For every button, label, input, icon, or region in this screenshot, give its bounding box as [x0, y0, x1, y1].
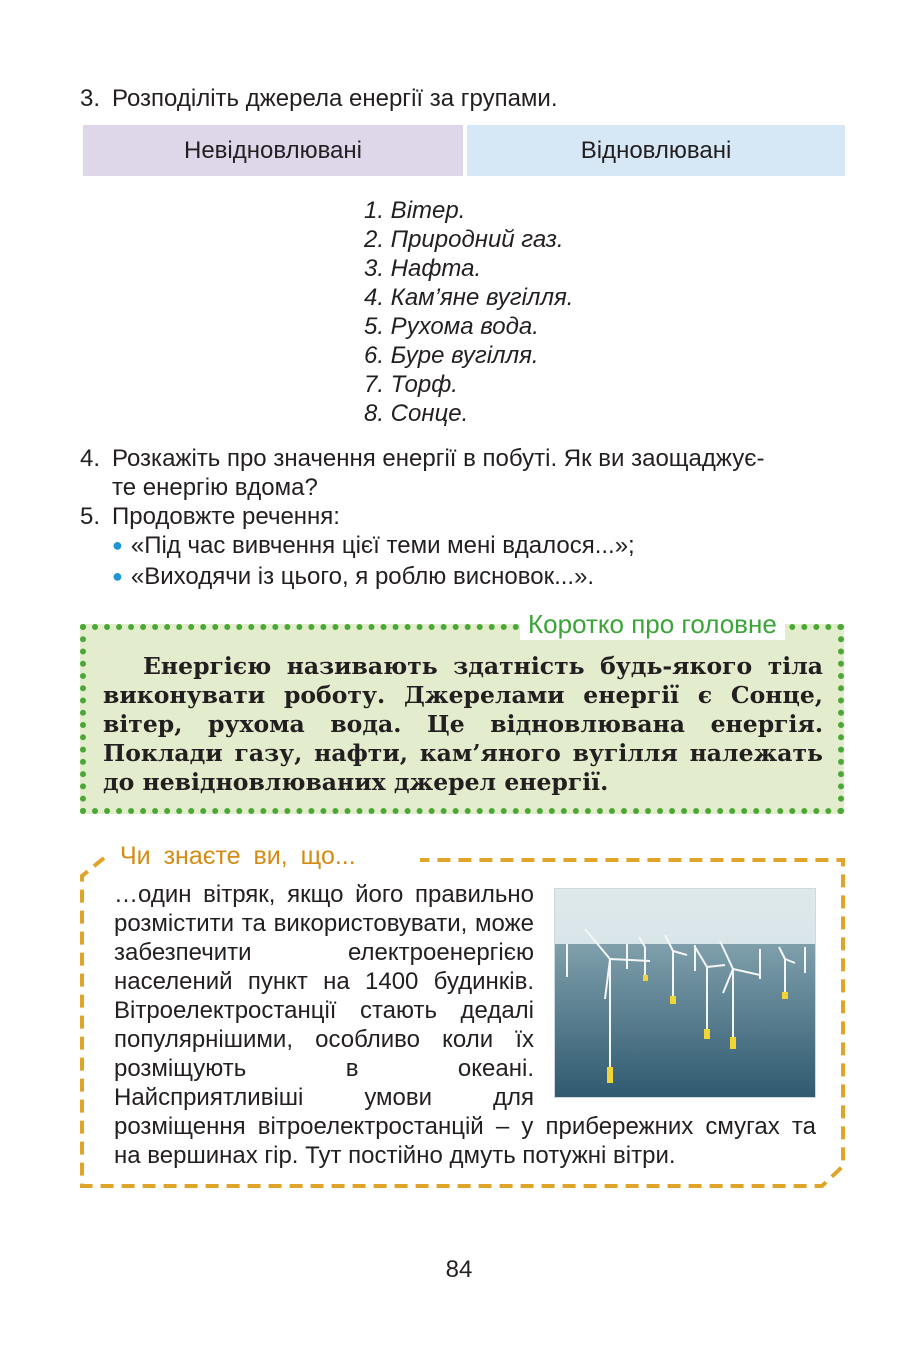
task-text: Продовжте речення: [112, 503, 340, 530]
summary-title: Коротко про головне [520, 608, 785, 640]
bullet-item: ● «Виходячи із цього, я роблю висновок...». [112, 563, 595, 590]
summary-text: Енергією називають здатність будь-якого тіла виконувати роботу. Джерелами енергії є Сонце, вітер, рухома вода. Це відновлювана енергія. Поклади газу, нафти, кам’яного вугілля належать до невідновлюваних джерел енергії. [103, 652, 823, 796]
bullet-dot-icon: ● [112, 535, 123, 555]
task-number: 3. [80, 85, 101, 112]
task-text-line-1: Розкажіть про значення енергії в побуті. Як ви заощаджує- [112, 445, 765, 472]
task-text-line-2: те енергію вдома? [112, 474, 318, 501]
bullet-dot-icon: ● [112, 566, 123, 586]
task-number: 5. [80, 503, 101, 530]
list-item: 7. Торф. [364, 371, 458, 398]
did-you-know-title: Чи знаєте ви, що... [114, 840, 364, 872]
list-item: 5. Рухома вода. [364, 313, 539, 340]
bullet-item: ● «Під час вивчення цієї теми мені вдалося...»; [112, 532, 635, 559]
did-you-know-text: …один вітряк, якщо його правильно розмістити та використовувати, може забезпечити електроенергією населений пункт на 1400 будинків. Вітроелектростанції стають дедалі популярнішими, особливо коли їх розміщують в океані. Найсприятливіші умови для розміщення вітроелектростанцій – у прибережних смугах та на вершинах гір. Тут постійно дмуть потужні вітри. [114, 881, 816, 1169]
list-item: 8. Сонце. [364, 400, 469, 427]
wind-farm-photo [554, 888, 816, 1098]
task-text: Розподіліть джерела енергії за групами. [112, 85, 558, 112]
task-number: 4. [80, 445, 101, 472]
list-item: 3. Нафта. [364, 255, 482, 282]
list-item: 2. Природний газ. [364, 226, 564, 253]
column-nonrenewable: Невідновлювані [83, 125, 463, 176]
page-number: 84 [445, 1256, 473, 1283]
list-item: 1. Вітер. [364, 197, 466, 224]
list-item: 6. Буре вугілля. [364, 342, 539, 369]
did-you-know-content [114, 880, 816, 1170]
column-renewable: Відновлювані [467, 125, 845, 176]
list-item: 4. Кам’яне вугілля. [364, 284, 574, 311]
